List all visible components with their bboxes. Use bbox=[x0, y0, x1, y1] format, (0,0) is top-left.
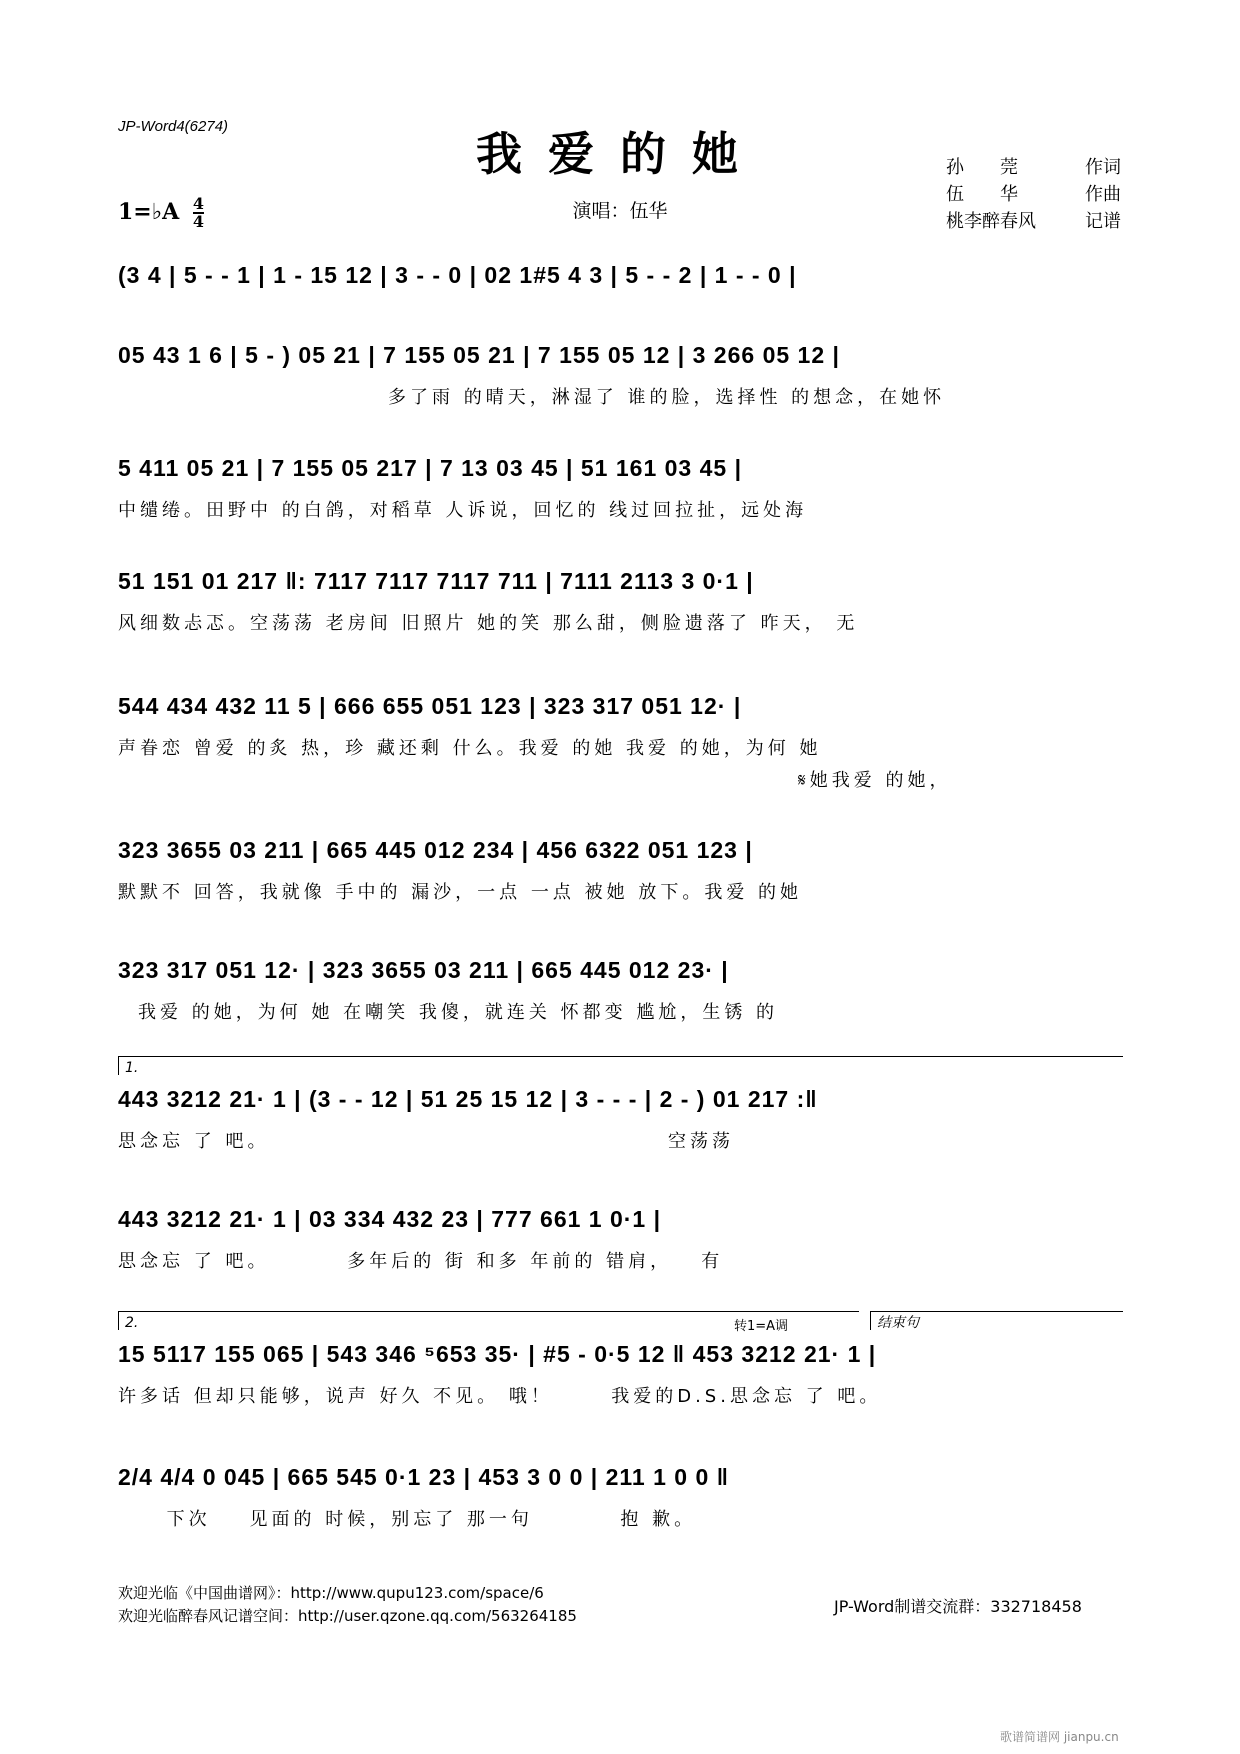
system-10 bbox=[118, 1311, 1122, 1408]
system-4 bbox=[118, 568, 1122, 635]
system-6 bbox=[118, 837, 1122, 904]
notes: 51 151 01 217 ‖: 7117 7117 7117 711 | 7111 2113 3 0·1 | bbox=[118, 568, 754, 594]
notes: 443 3212 21· 1 | (3 - - 12 | 51 25 15 12 | 3 - - - | 2 - ) 01 217 :‖ bbox=[118, 1086, 818, 1112]
key-label: 1=♭A bbox=[118, 199, 180, 225]
notes: (3 4 | 5 - - 1 | 1 - 15 12 | 3 - - 0 | 02 1#5 4 3 | 5 - - 2 | 1 - - 0 | bbox=[118, 262, 797, 288]
notes: 0 045 | 665 545 0·1 23 | 453 3 0 0 | 211 1 0 0 ‖ bbox=[202, 1464, 730, 1490]
system-5 bbox=[118, 693, 1122, 792]
time-sig-start: 2/4 bbox=[118, 1464, 153, 1490]
lyrics: 中缱绻。田野中 的白鸽，对稻草 人诉说，回忆的 线过回拉扯，远处海 bbox=[118, 500, 808, 521]
segno-lyrics: 𝄋她我爱 的她， bbox=[798, 770, 952, 791]
watermark: 歌谱简谱网 jianpu.cn bbox=[1000, 1730, 1119, 1744]
notes: 15 5117 155 065 | 543 346 ⁵653 35· | #5 - 0·5 12 ‖ 453 3212 21· 1 | bbox=[118, 1341, 877, 1367]
system-7 bbox=[118, 957, 1122, 1024]
lyrics: 默默不 回答，我就像 手中的 漏沙，一点 一点 被她 放下。我爱 的她 bbox=[118, 882, 803, 903]
song-title: 我爱的她 bbox=[476, 127, 764, 181]
coda-bracket: 结束句 bbox=[870, 1311, 1123, 1330]
notes: 05 43 1 6 | 5 - ) 05 21 | 7 155 05 21 | 7 155 05 12 | 3 266 05 12 | bbox=[118, 342, 840, 368]
lyrics: 风细数忐忑。空荡荡 老房间 旧照片 她的笑 那么甜，侧脸遗落了 昨天， 无 bbox=[118, 613, 859, 634]
lyrics: 我爱 的她，为何 她 在嘲笑 我傻，就连关 怀都变 尴尬，生锈 的 bbox=[138, 1002, 779, 1023]
notes: 544 434 432 11 5 | 666 655 051 123 | 323 317 051 12· | bbox=[118, 693, 742, 719]
group-info: JP-Word制谱交流群：332718458 bbox=[834, 1597, 1082, 1616]
system-2 bbox=[118, 342, 1122, 409]
lyrics: 思念忘 了 吧。 多年后的 街 和多 年前的 错肩， 有 bbox=[118, 1251, 724, 1272]
key-signature bbox=[118, 196, 204, 230]
time-sig-mid: 4/4 bbox=[160, 1464, 196, 1490]
notes: 323 317 051 12· | 323 3655 03 211 | 665 445 012 23· | bbox=[118, 957, 729, 983]
lyrics: 下次 见面的 时候，别忘了 那一句 抱 歉。 bbox=[118, 1509, 697, 1530]
lyrics: 思念忘 了 吧。 空荡荡 bbox=[118, 1131, 735, 1152]
lyrics: 许多话 但却只能够，说声 好久 不见。 哦！ 我爱的D.S.思念忘 了 吧。 bbox=[118, 1386, 882, 1407]
singer: 演唱：伍华 bbox=[572, 200, 668, 222]
time-signature: $\frac{4}{4}$ bbox=[192, 194, 204, 231]
lyrics: 声眷恋 曾爱 的炙 热，珍 藏还剩 什么。我爱 的她 我爱 的她，为何 她 bbox=[118, 738, 822, 759]
notes: 323 3655 03 211 | 665 445 012 234 | 456 6322 051 123 | bbox=[118, 837, 753, 863]
system-3 bbox=[118, 455, 1122, 522]
notes: 5 411 05 21 | 7 155 05 217 | 7 13 03 45 | 51 161 03 45 | bbox=[118, 455, 743, 481]
software-label: JP-Word4(6274) bbox=[118, 118, 229, 135]
notes: 443 3212 21· 1 | 03 334 432 23 | 777 661 1 0·1 | bbox=[118, 1206, 662, 1232]
modulation: 转1=A调 bbox=[734, 1319, 789, 1334]
system-9 bbox=[118, 1206, 1122, 1273]
system-8 bbox=[118, 1056, 1122, 1153]
footer-link-2: 欢迎光临醉春风记谱空间：http://user.qzone.qq.com/563264185 bbox=[118, 1607, 577, 1625]
volta-2: 2. bbox=[118, 1311, 859, 1330]
system-11 bbox=[118, 1450, 1122, 1531]
credits: 孙 莞 作词 伍 华 作曲 桃李醉春风 记谱 bbox=[946, 157, 1121, 232]
system-1 bbox=[118, 262, 1122, 289]
footer-link-1: 欢迎光临《中国曲谱网》：http://www.qupu123.com/space/6 bbox=[118, 1584, 544, 1602]
lyrics: 多了雨 的晴天，淋湿了 谁的脸，选择性 的想念，在她怀 bbox=[388, 387, 946, 408]
footer bbox=[118, 1582, 577, 1628]
volta-1: 1. bbox=[118, 1056, 1123, 1075]
